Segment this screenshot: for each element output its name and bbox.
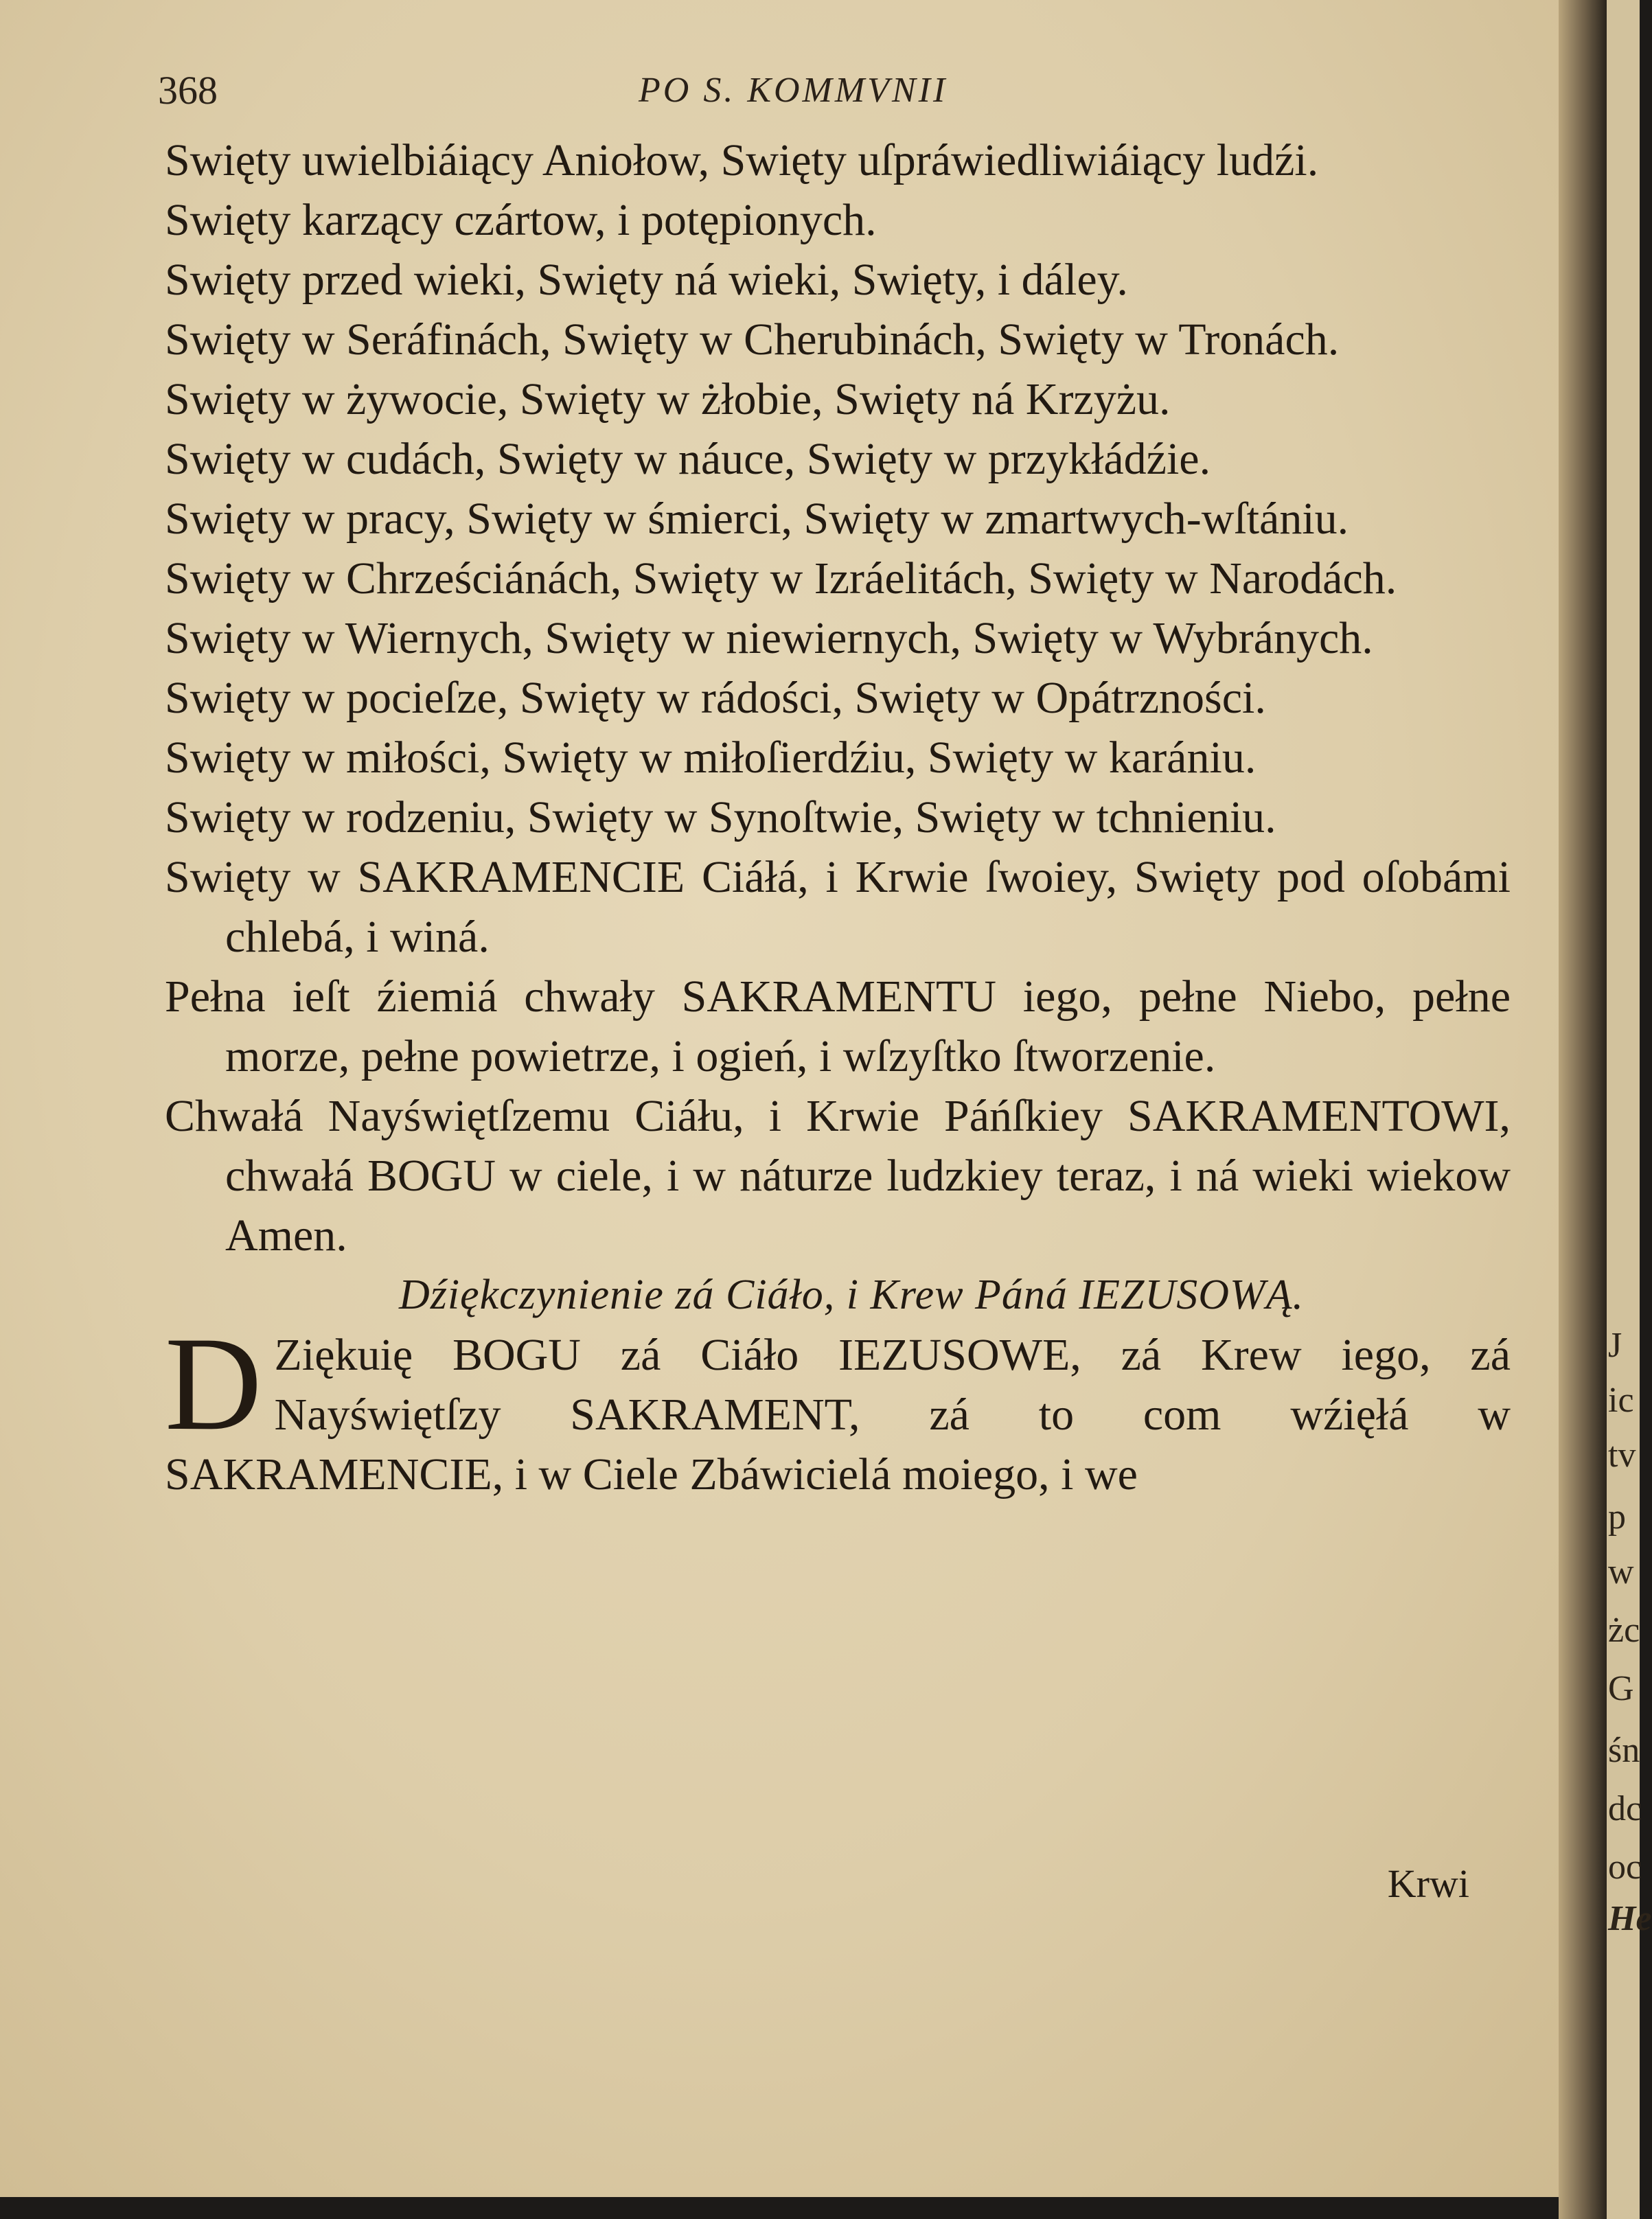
next-page-fragment: tv xyxy=(1608,1436,1636,1475)
next-page-fragment: śn xyxy=(1608,1731,1640,1770)
litany-line: Swięty w żywocie, Swięty w żłobie, Swięty ná Krzyżu. xyxy=(165,374,1171,424)
final-paragraph xyxy=(165,1309,1511,1504)
litany-line: Pełna ieſt źiemiá chwały SAKRAMENTU iego, pełne Niebo, pełne morze, pełne powietrze, i ogień, i wſzyſtko ſtworzenie. xyxy=(165,971,1511,1081)
section-title: Dźiękczynienie zá Ciáło, i Krew Páná IEZUSOWĄ. xyxy=(399,1272,1304,1318)
litany-line: Swięty w miłości, Swięty w miłoſierdźiu, Swięty w karániu. xyxy=(165,733,1257,783)
next-page-edge xyxy=(1607,0,1652,2219)
litany-line: Swięty w pocieſze, Swięty w rádości, Swięty w Opátrzności. xyxy=(165,673,1266,723)
drop-cap: D xyxy=(165,1309,262,1458)
page-header xyxy=(158,67,1524,122)
catchword: Krwi xyxy=(1387,1861,1469,1906)
next-page-fragment: p xyxy=(1608,1497,1626,1537)
book-gutter xyxy=(1559,0,1607,2219)
litany-line: Swięty w Chrześciánách, Swięty w Izráelitách, Swięty w Narodách. xyxy=(165,553,1397,603)
litany-line: Swięty w Seráfinách, Swięty w Cherubinách, Swięty w Tronách. xyxy=(165,314,1340,365)
litany-line: Swięty w cudách, Swięty w náuce, Swięty w przykłádźie. xyxy=(165,434,1211,484)
litany-line: Swięty uwielbiáiący Aniołow, Swięty uſpráwiedliwiáiący ludźi. xyxy=(165,135,1319,185)
litany-line: Swięty w rodzeniu, Swięty w Synoſtwie, Swięty w tchnieniu. xyxy=(165,792,1276,842)
next-page-fragment: J xyxy=(1608,1326,1622,1365)
next-page-fragment: w xyxy=(1608,1552,1634,1591)
next-page-fragment: He xyxy=(1608,1899,1652,1938)
next-page-fragment: oc xyxy=(1608,1848,1642,1887)
litany-line: Chwałá Nayświętſzemu Ciáłu, i Krwie Páńſkiey SAKRAMENTOWI, chwałá BOGU w ciele, i w náturze ludzkiey teraz, i ná wieki wiekow Amen. xyxy=(165,1091,1511,1261)
next-page-fragment: G xyxy=(1608,1669,1634,1708)
litany-line: Swięty karzący czártow, i potępionych. xyxy=(165,195,877,245)
final-paragraph-text: Ziękuię BOGU zá Ciáło IEZUSOWE, zá Krew iego, zá Nayświętſzy SAKRAMENT, zá to com wźięłá w SAKRAMENCIE, i w Ciele Zbáwicielá moiego, i we xyxy=(165,1330,1511,1499)
next-page-fragment: ic xyxy=(1608,1381,1634,1420)
next-page-fragment: żc xyxy=(1608,1611,1640,1650)
page-number: 368 xyxy=(158,68,218,113)
litany-line: Swięty przed wieki, Swięty ná wieki, Swięty, i dáley. xyxy=(165,255,1128,305)
running-head: PO S. KOMMVNII xyxy=(639,71,948,110)
litany-line: Swięty w pracy, Swięty w śmierci, Swięty w zmartwych-wſtániu. xyxy=(165,494,1349,544)
litany-line: Swięty w SAKRAMENCIE Ciáłá, i Krwie ſwoiey, Swięty pod oſobámi chlebá, i winá. xyxy=(165,852,1511,962)
next-page-fragment: dc xyxy=(1608,1789,1642,1828)
litany-line: Swięty w Wiernych, Swięty w niewiernych, Swięty w Wybránych. xyxy=(165,613,1373,663)
page-body xyxy=(165,130,1511,1504)
